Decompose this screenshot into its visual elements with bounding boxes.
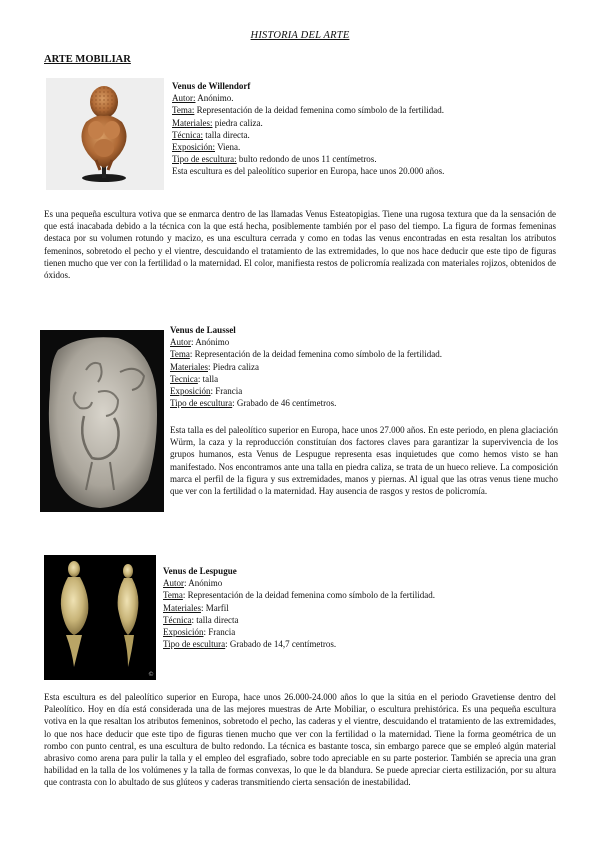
field-exposicion: Exposición: Viena. — [172, 142, 241, 153]
field-autor: Autor: Anónimo — [163, 578, 223, 589]
entry-lespugue-meta — [163, 565, 563, 650]
entry-willendorf-meta — [172, 80, 552, 178]
field-tecnica: Técnica: talla directa. — [172, 129, 250, 140]
field-tecnica: Tecnica: talla — [170, 373, 219, 384]
field-materiales: Materiales: Piedra caliza — [170, 361, 259, 372]
venus-laussel-relief-icon — [40, 330, 164, 512]
section-heading: ARTE MOBILIAR — [44, 54, 131, 65]
page-title: HISTORIA DEL ARTE — [250, 30, 350, 41]
field-materiales: Materiales: Marfil — [163, 602, 229, 613]
entry-name: Venus de Laussel — [170, 325, 236, 335]
venus-lespugue-image — [44, 555, 156, 680]
field-tema: Tema: Representación de la deidad femenina como símbolo de la fertilidad. — [172, 105, 445, 116]
field-tecnica: Técnica: talla directa — [163, 614, 239, 625]
field-tema: Tema: Representación de la deidad femenina como símbolo de la fertilidad. — [163, 590, 436, 601]
entry-laussel-meta — [170, 324, 560, 409]
entry-name: Venus de Willendorf — [172, 81, 251, 91]
venus-laussel-image — [40, 330, 164, 512]
field-exposicion: Exposición: Francia — [170, 386, 243, 397]
entry-note: Esta escultura es del paleolítico superior en Europa, hace unos 20.000 años. — [172, 166, 445, 177]
field-autor: Autor: Anónimo — [170, 337, 230, 348]
entry-name: Venus de Lespugue — [163, 566, 237, 576]
field-tema: Tema: Representación de la deidad femenina como símbolo de la fertilidad. — [170, 349, 443, 360]
entry-lespugue-paragraph: Esta escultura es del paleolítico superior en Europa, hace unos 26.000-24.000 años lo que la sitúa en el periodo Gravetiense dentro del Paleolítico. Hoy en día está considerada una de las mejores muestras de Arte Mobiliar, o escultura prehistórica. Es una pequeña escultura votiva en la que resaltan los atributos femeninos, sobretodo el pecho, las caderas y el vientre, descuidando el tratamiento de las extremidades, lo que nos hace deducir que este tipo de figuras tienen mucho que ver con la fertilidad o la maternidad. Tiene la forma geométrica de un rombo con punto central, es una escultura de bulto redondo. La técnica es bastante tosca, sin embargo parece que se empleó algún material abrasivo como arena para pulir la talla y el empleo del esgrafiado, sobre todo apreciable en su parte posterior. También se aprecia una gran habilidad en la talla de los volúmenes y la talla de formas convexas, lo que le da blandura. Se puede apreciar cierta estilización, por su altura que contrasta con lo abultado de sus glúteos y caderas transmitiendo cierta sensación de inestabilidad. — [44, 692, 556, 788]
venus-lespugue-figure-icon — [44, 555, 156, 680]
field-tipo: Tipo de escultura: bulto redondo de unos 11 centímetros. — [172, 154, 377, 165]
field-tipo: Tipo de escultura: Grabado de 14,7 centímetros. — [163, 639, 337, 650]
entry-willendorf-paragraph: Es una pequeña escultura votiva que se enmarca dentro de las llamadas Venus Esteatopigias. Tiene una rugosa textura que da la sensación de que está inacabada debido a la técnica con la que está hecha, posiblemente también por el paso del tiempo. La figura de formas femeninas destaca por su volumen rotundo y macizo, es una escultura cerrada y como en todas las venus encontradas en esta resaltan los atributos femeninos, sobretodo el pecho y el vientre, descuidando el tratamiento de las extremidades, lo que nos hace deducir que este tipo de figuras tienen mucho que ver con la fertilidad o la maternidad. El color, manifiesta restos de policromía realizada con materiales rojizos, obtenidos de óxidos. — [44, 209, 556, 281]
field-exposicion: Exposición: Francia — [163, 627, 236, 638]
entry-laussel-paragraph: Esta talla es del paleolítico superior en Europa, hace unos 27.000 años. En este periodo, en plena glaciación Würm, la caza y la reproducción constituían dos factores claves para garantizar la supervivencia de los grupos humanos, esta Venus de Lespugue representa esas inquietudes que como hemos visto se han manifestado. Nos encontramos ante una talla en piedra caliza, se trata de un hueco relieve. La composición marca el perfil de la figura y sus extremidades, manos y piernas. Al igual que las otras venus tiene mucho que ver con la fertilidad o la maternidad. Hay ausencia de rasgos y restos de policromía. — [170, 425, 558, 497]
venus-willendorf-figure-icon — [46, 78, 164, 190]
venus-willendorf-image — [46, 78, 164, 190]
image-credit: © — [148, 671, 154, 678]
field-autor: Autor: Anónimo. — [172, 93, 234, 104]
field-tipo: Tipo de escultura: Grabado de 46 centímetros. — [170, 398, 337, 409]
field-materiales: Materiales: piedra caliza. — [172, 117, 263, 128]
